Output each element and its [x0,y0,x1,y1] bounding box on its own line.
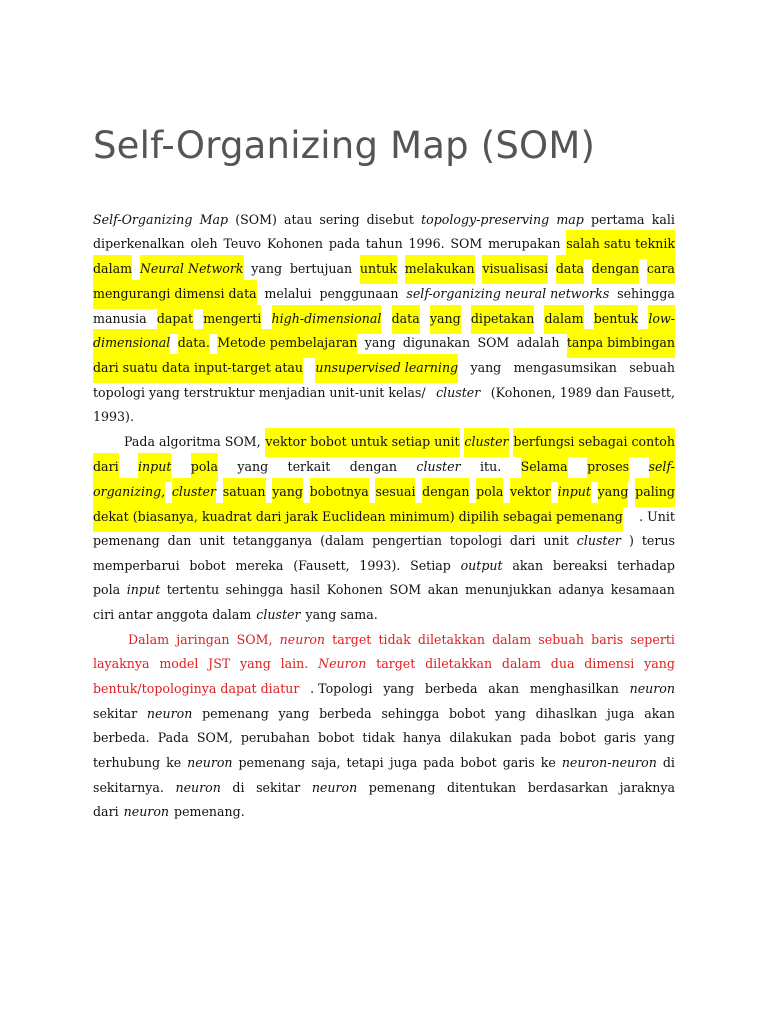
body-text: bertujuan [289,261,353,276]
body-text: pemenang [238,755,306,770]
red-text: diletakkan [417,632,485,647]
body-text: garis [603,730,636,745]
body-text: neuron [175,780,221,795]
highlighted-text: bentuk [594,307,638,331]
body-text: oleh [190,236,218,251]
body-text: yang [278,706,310,721]
body-text: berbeda [424,681,478,696]
body-text: input [126,582,161,597]
red-text: SOM, [236,632,273,647]
highlighted-text: cluster [172,480,216,504]
body-text: 1993). [93,409,134,424]
body-text: memperbarui [93,558,180,573]
red-text: yang [644,656,675,671]
body-text: bereaksi [552,558,608,573]
body-text: neuron [629,681,675,696]
highlighted-text: untuk [360,257,397,281]
body-text: pada [328,236,360,251]
highlighted-text: mengurangi dimensi data [93,282,257,306]
body-text: SOM [477,335,510,350]
body-text: yang [364,335,396,350]
body-text: topology-preserving [421,212,550,227]
body-text: yang [495,706,526,721]
body-text: penggunaan [319,286,399,301]
body-text: Setiap [410,558,451,573]
highlighted-text: proses [587,455,629,479]
text-line [124,430,675,454]
red-text: diletakkan [425,656,493,671]
body-text: neuron [146,706,193,721]
body-text: merupakan [488,236,561,251]
body-text: pemenang [202,706,269,721]
body-text: dengan [349,459,398,474]
highlighted-text: input [558,480,591,504]
highlighted-text: pola [191,455,218,479]
highlighted-text: dipetakan [471,307,534,331]
body-text: map [556,212,584,227]
highlighted-text: cluster [464,430,508,454]
body-text: bobot [317,730,355,745]
highlighted-text: cara [647,257,675,281]
body-text: bobot [449,706,486,721]
body-text: SOM, [196,730,233,745]
highlighted-text: dalam [93,257,132,281]
body-text: bobot [460,755,497,770]
highlighted-text: berfungsi sebagai contoh [513,430,675,454]
body-text: pemenang [368,780,436,795]
body-text: yang sama. [305,607,378,622]
highlighted-text: unsupervised learning [315,356,458,380]
text-line [93,405,675,429]
text-line [93,776,675,800]
highlighted-text: yang [598,480,629,504]
body-text: pemenang. [174,804,245,819]
body-text: pemenang [93,533,160,548]
text-line [93,578,675,602]
body-text: 1993). [359,558,401,573]
body-text: sekitar [256,780,301,795]
red-text: Neuron [318,656,367,671]
body-text: terhubung [93,755,161,770]
text-line [93,480,675,504]
body-text: sekitarnya. [93,780,164,795]
highlighted-text: dalam [544,307,583,331]
red-text: dalam [501,656,541,671]
highlighted-text: melakukan [405,257,475,281]
red-text: tidak [378,632,411,647]
text-line [93,282,675,306]
text-line [93,232,675,256]
red-text: dalam [492,632,532,647]
body-text: ke [166,755,182,770]
body-text: ciri antar anggota dalam [93,607,252,622]
highlighted-text: input [138,455,171,479]
body-text: menunjukkan [465,582,552,597]
body-text: berbeda [319,706,372,721]
body-text: pada [423,755,455,770]
body-text: neuron-neuron [561,755,657,770]
body-text: cluster [436,385,481,400]
body-text: sehingga [225,582,284,597]
body-text: pertama [590,212,645,227]
body-text: (dalam [320,533,365,548]
text-line [128,628,675,652]
body-text: yang [237,459,269,474]
body-text: cluster [576,533,621,548]
text-line [93,751,675,775]
body-text: ditentukan [447,780,517,795]
text-line [93,652,675,676]
text-line [93,307,675,331]
body-text: pola [93,582,121,597]
red-text: Dalam [128,632,170,647]
red-text: neuron [279,632,326,647]
highlighted-text: pola [476,480,503,504]
body-text: unit [543,533,569,548]
text-line [93,702,675,726]
highlighted-text: high-dimensional [272,307,382,331]
body-text: yang [644,730,675,745]
body-text: perubahan [240,730,310,745]
highlighted-text: dengan [592,257,639,281]
body-text: adanya [558,582,605,597]
red-text: seperti [630,632,675,647]
body-text: diperkenalkan [93,236,185,251]
highlighted-text: dekat (biasanya, kuadrat dari jarak Euclidean minimum) dipilih sebagai pemenang [93,505,623,529]
highlighted-text: dari suatu data input-target atau [93,356,303,380]
body-text: tetapi [346,755,384,770]
body-text: juga [606,706,635,721]
highlighted-text: data [392,307,420,331]
body-text: yang [251,261,283,276]
highlighted-text: mengerti [203,307,261,331]
body-text: di [662,755,675,770]
highlighted-text: data [556,257,584,281]
body-text: hasil [290,582,321,597]
body-text: Self-Organizing [93,212,193,227]
body-text: Kohonen [266,236,323,251]
body-text: berbeda. [93,730,150,745]
text-line [93,726,675,750]
body-text: akan [512,558,544,573]
body-text: topologi [449,533,502,548]
body-text: sering [319,212,360,227]
body-text: neuron [187,755,233,770]
body-text: neuron [123,804,170,819]
body-text: di [232,780,245,795]
text-line [93,331,675,355]
body-text: tertentu [166,582,220,597]
body-text: bobot [189,558,226,573]
body-text: berdasarkan [527,780,609,795]
text-line [93,356,675,380]
body-text: tidak [362,730,395,745]
highlighted-text: tanpa bimbingan [567,331,675,355]
page-title: Self-Organizing Map (SOM) [93,124,596,167]
body-text: topologi yang terstruktur menjadian unit-unit kelas/ [93,385,426,400]
body-text: terkait [287,459,331,474]
red-text: dimensi [584,656,635,671]
highlighted-text: Selama [521,455,568,479]
body-text: terus [641,533,675,548]
body-text: juga [389,755,418,770]
body-text: dari [509,533,536,548]
highlighted-text: yang [430,307,461,331]
red-text: target [332,632,372,647]
highlighted-text: dapat [157,307,193,331]
body-text: sebuah [629,360,675,375]
body-text: menghasilkan [529,681,619,696]
text-line [93,208,675,232]
body-text: disebut [366,212,414,227]
body-text: Pada [157,730,189,745]
body-text: neuron [311,780,358,795]
highlighted-text: sesuai [375,480,415,504]
red-text: jaringan [176,632,230,647]
body-text: cluster [416,459,461,474]
text-line [93,529,675,553]
body-text: pada [520,730,552,745]
body-text: dilakukan [449,730,512,745]
highlighted-text: dimensional [93,331,170,355]
text-line [93,554,675,578]
body-text: sehingga [617,286,675,301]
highlighted-text: Metode pembelajaran [217,331,357,355]
red-text: target [376,656,416,671]
text-line [93,800,675,824]
red-text: layaknya [93,656,150,671]
text-line [93,505,675,529]
body-text: akan [644,706,675,721]
text-line [93,381,675,405]
body-text: jaraknya [619,780,675,795]
body-text: (Fausett, [293,558,350,573]
body-text: manusia [93,311,147,326]
body-text: atau [284,212,313,227]
body-text: digunakan [402,335,471,350]
body-text: dari [93,804,119,819]
highlighted-text: vektor bobot untuk setiap unit [265,430,459,454]
red-text: yang [240,656,271,671]
red-text: lain. [280,656,309,671]
body-text: yang [383,681,415,696]
body-text: saja, [311,755,341,770]
red-text: JST [208,656,231,671]
highlighted-text: satuan [223,480,266,504]
body-text: (Kohonen, 1989 dan Fausett, [490,385,675,400]
body-text: Map [199,212,229,227]
body-text: dan [167,533,192,548]
highlighted-text: organizing, [93,480,165,504]
body-text: output [460,558,503,573]
text-line [93,257,675,281]
body-text: hanya [402,730,442,745]
body-text: pengertian [372,533,442,548]
body-text: itu. [480,459,502,474]
red-text: sebuah [538,632,585,647]
highlighted-text: paling [635,480,675,504]
body-text: dihaslkan [535,706,598,721]
body-text: tahun [365,236,403,251]
text-line [93,677,675,701]
body-text: self-organizing neural networks [406,286,610,301]
body-text: kesamaan [610,582,675,597]
red-text: bentuk/topologinya dapat diatur [93,681,300,696]
text-line [93,603,675,627]
body-text: mengasumsikan [513,360,617,375]
body-text: Pada algoritma SOM, [124,434,261,449]
highlighted-text: visualisasi [482,257,548,281]
highlighted-text: low- [648,307,675,331]
red-text: dua [550,656,575,671]
body-text: sehingga [381,706,440,721]
highlighted-text: Neural Network [140,257,244,281]
body-text: (SOM) [235,212,277,227]
body-text: mereka [235,558,284,573]
body-text: . Unit [639,509,675,524]
body-text: adalah [516,335,560,350]
highlighted-text: bobotnya [310,480,369,504]
body-text: yang [470,360,502,375]
text-line [93,455,675,479]
body-text: Teuvo [223,236,262,251]
body-text: Kohonen [326,582,383,597]
body-text: tetangganya [232,533,313,548]
body-text: garis [502,755,535,770]
highlighted-text: dari [93,455,119,479]
body-text: ke [540,755,556,770]
body-text: unit [199,533,225,548]
body-text: melalui [264,286,312,301]
body-text: cluster [256,607,301,622]
body-text: sekitar [93,706,138,721]
body-text: akan [427,582,459,597]
body-text: akan [488,681,520,696]
red-text: model [159,656,199,671]
body-text: 1996. [408,236,445,251]
body-text: terhadap [617,558,675,573]
body-text: kali [651,212,675,227]
body-text: bobot [559,730,596,745]
highlighted-text: data. [178,331,210,355]
highlighted-text: dengan [422,480,469,504]
body-text: . Topologi [310,681,373,696]
highlighted-text: salah satu teknik [566,232,675,256]
body-text: SOM [389,582,422,597]
highlighted-text: self- [649,455,675,479]
highlighted-text: vektor [510,480,551,504]
highlighted-text: yang [272,480,303,504]
body-text: SOM [450,236,483,251]
red-text: baris [591,632,624,647]
body-text: ) [628,533,634,548]
